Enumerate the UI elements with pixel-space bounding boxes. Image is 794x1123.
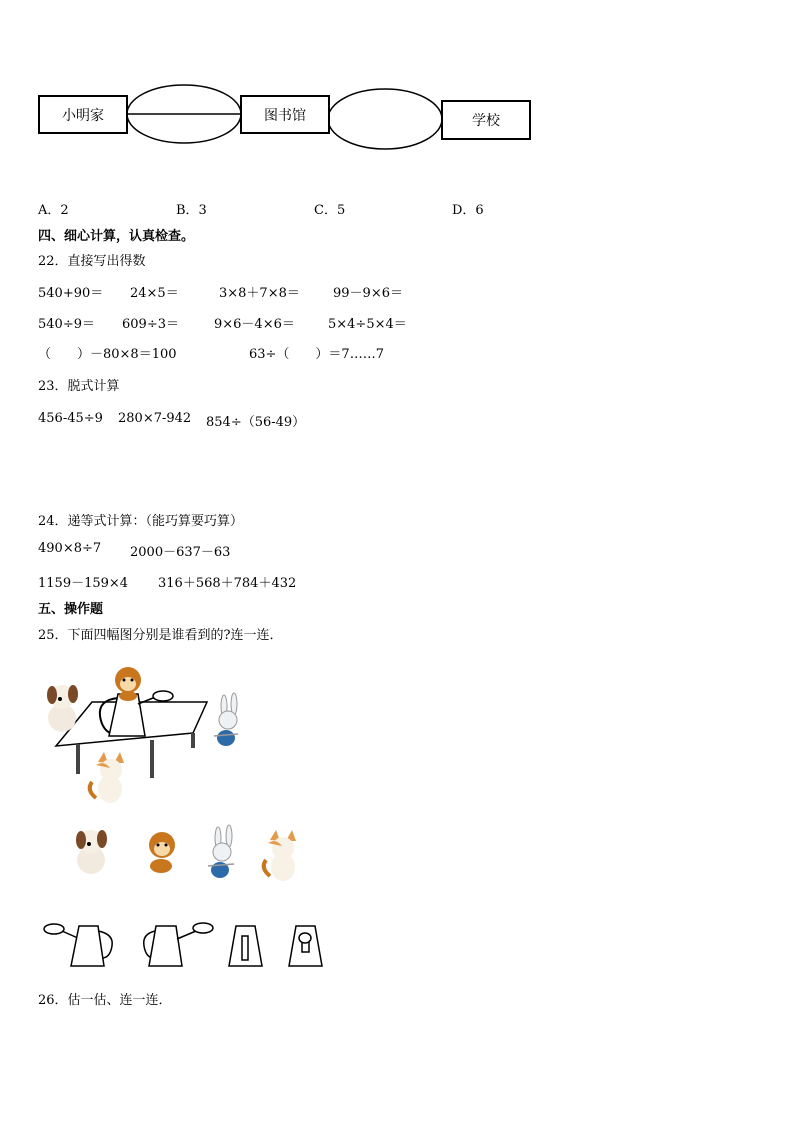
kettle-view-1-icon xyxy=(44,924,112,966)
option-c[interactable]: C．5 xyxy=(314,203,346,218)
q22-title: 22．直接写出得数 xyxy=(38,254,146,269)
q22-r1-c1: 540+90＝ xyxy=(38,286,104,301)
dog-icon-choice xyxy=(76,830,107,874)
home-label: 小明家 xyxy=(62,107,104,124)
q24-r2-c2: 316＋568＋784＋432 xyxy=(158,576,297,591)
monkey-icon-choice xyxy=(149,832,175,873)
cat-icon xyxy=(90,752,124,803)
q24-r1-c2: 2000－637－63 xyxy=(130,545,231,560)
q22-r2-c2: 609÷3＝ xyxy=(122,317,179,332)
kettle-view-3-icon xyxy=(229,926,262,966)
q23-item-3: 854÷（56-49） xyxy=(206,415,306,430)
q25-title: 25．下面四幅图分别是谁看到的?连一连． xyxy=(38,628,283,643)
q22-r1-c4: 99－9×6＝ xyxy=(333,286,403,301)
q22-r1-c2: 24×5＝ xyxy=(130,286,179,301)
rabbit-icon xyxy=(214,693,238,746)
q26-title: 26．估一估、连一连． xyxy=(38,993,172,1008)
kettle-view-2-icon xyxy=(144,923,213,966)
q24-r1-c1: 490×8÷7 xyxy=(38,541,102,556)
q22-r2-c1: 540÷9＝ xyxy=(38,317,95,332)
option-b[interactable]: B．3 xyxy=(176,203,207,218)
option-a[interactable]: A．2 xyxy=(38,203,69,218)
q22-r2-c4: 5×4÷5×4＝ xyxy=(328,317,407,332)
section4-title: 四、细心计算，认真检查。 xyxy=(38,229,195,244)
section5-title: 五、操作题 xyxy=(38,602,104,617)
q22-r3-c2: 63÷（ ）＝7……7 xyxy=(249,347,384,362)
q23-item-1: 456-45÷9 xyxy=(38,411,103,426)
q24-r2-c1: 1159－159×4 xyxy=(38,576,129,591)
q23-item-2: 280×7-942 xyxy=(118,411,192,426)
kettle-view-4-icon xyxy=(289,926,322,966)
rabbit-icon-choice xyxy=(208,825,234,878)
library-label: 图书馆 xyxy=(264,107,306,124)
q24-title: 24．递等式计算：（能巧算要巧算） xyxy=(38,514,244,529)
dog-icon xyxy=(47,685,78,732)
q22-r1-c3: 3×8＋7×8＝ xyxy=(219,286,300,301)
cat-icon-choice xyxy=(264,830,296,881)
q22-r3-c1: （ ）－80×8＝100 xyxy=(38,347,177,362)
school-label: 学校 xyxy=(472,113,500,129)
q23-title: 23．脱式计算 xyxy=(38,379,120,394)
option-d[interactable]: D．6 xyxy=(452,203,484,218)
q22-r2-c3: 9×6－4×6＝ xyxy=(214,317,295,332)
